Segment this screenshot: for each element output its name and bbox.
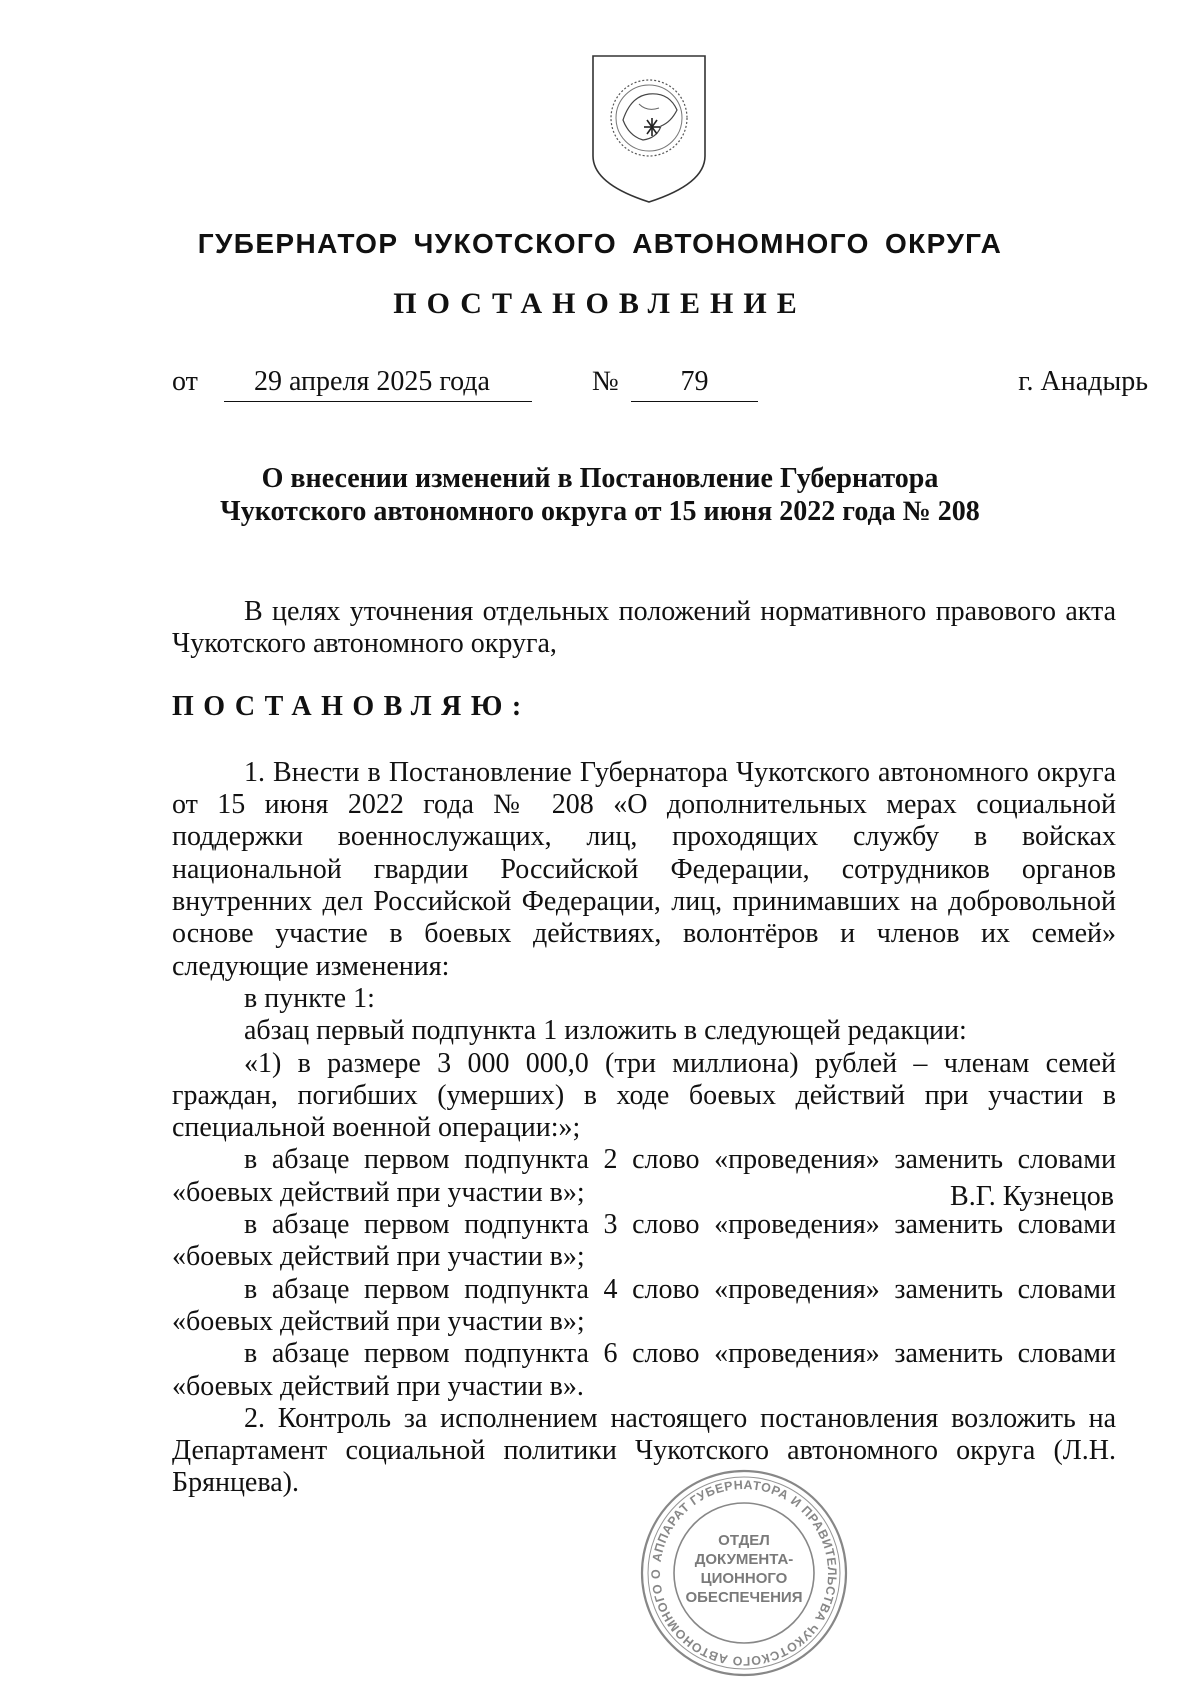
seal-line-1: ОТДЕЛ [718, 1532, 770, 1549]
number-label: № [592, 366, 619, 397]
document-city: г. Анадырь [1018, 366, 1148, 397]
signer-name: В.Г. Кузнецов [950, 1181, 1114, 1212]
seal-center-text [676, 1531, 812, 1607]
date-prefix: от [172, 366, 198, 397]
document-type: ПОСТАНОВЛЕНИЕ [393, 287, 807, 320]
preamble-paragraph: В целях уточнения отдельных положений нормативного правового акта Чукотского автономного округа, [172, 596, 1116, 660]
paragraph-7: в абзаце первом подпункта 4 слово «проведения» заменить словами «боевых действий при участии в»; [172, 1273, 1116, 1337]
paragraph-4: «1) в размере 3 000 000,0 (три миллиона) рублей – членам семей граждан, погибших (умерших) в ходе боевых действий при участии в специальной военной операции:»; [172, 1047, 1116, 1144]
paragraph-6: в абзаце первом подпункта 3 слово «проведения» заменить словами «боевых действий при участии в»; [172, 1209, 1116, 1273]
seal-ring-text: АППАРАТ ГУБЕРНАТОРА И ПРАВИТЕЛЬСТВА ЧУКОТСКОГО АВТОНОМНОГО О [648, 1477, 840, 1669]
seal-line-2: ДОКУМЕНТА- [694, 1551, 794, 1568]
date-underline [224, 401, 532, 402]
decree-word: ПОСТАНОВЛЯЮ: [172, 690, 531, 722]
issuing-authority: ГУБЕРНАТОР ЧУКОТСКОГО АВТОНОМНОГО ОКРУГА [197, 228, 1003, 259]
document-date: 29 апреля 2025 года [254, 366, 490, 397]
paragraph-3: абзац первый подпункта 1 изложить в следующей редакции: [244, 1015, 967, 1047]
title-line-1: О внесении изменений в Постановление Губернатора [261, 463, 939, 494]
number-underline [631, 401, 758, 402]
document-title [0, 462, 1200, 528]
seal-line-4: ОБЕСПЕЧЕНИЯ [685, 1589, 803, 1606]
paragraph-8: в абзаце первом подпункта 6 слово «проведения» заменить словами «боевых действий при участии в». [172, 1338, 1116, 1402]
document-number: 79 [680, 366, 709, 397]
document-body [172, 596, 1116, 1500]
paragraph-9: 2. Контроль за исполнением настоящего постановления возложить на Департамент социальной политики Чукотского автономного округа (Л.Н. Брянцева). [172, 1402, 1116, 1499]
seal-line-3: ЦИОННОГО [700, 1570, 788, 1587]
paragraph-2: в пункте 1: [244, 982, 375, 1014]
paragraph-5: в абзаце первом подпункта 2 слово «проведения» заменить словами «боевых действий при участии в»; [172, 1144, 1116, 1208]
title-line-2: Чукотского автономного округа от 15 июня 2022 года № 208 [220, 496, 980, 527]
coat-of-arms-icon [587, 52, 711, 206]
official-seal-icon [638, 1467, 850, 1679]
paragraph-1: 1. Внести в Постановление Губернатора Чукотского автономного округа от 15 июня 2022 года № 208 «О дополнительных мерах социальной поддержки военнослужащих, лиц, проходящих службу в войсках национальной гвардии Российской Федерации, сотрудников органов внутренних дел Российской Федерации, лиц, принимавших на добровольной основе участие в боевых действиях, волонтёров и членов их семей» следующие изменения: [172, 756, 1116, 982]
